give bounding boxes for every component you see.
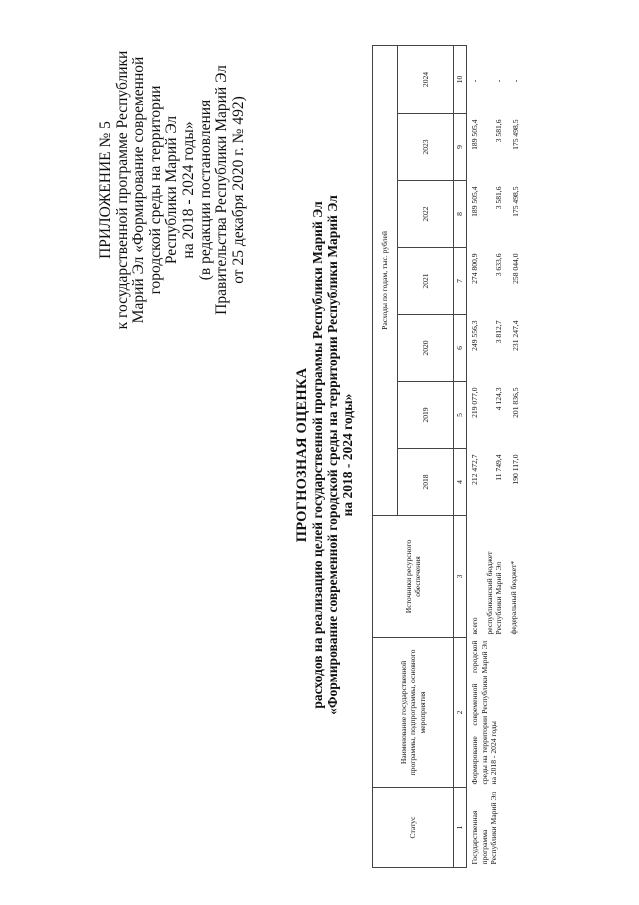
year-values [467, 382, 528, 449]
header-status: Статус [373, 788, 454, 868]
appendix-line: к государственной программе Республики [113, 50, 131, 330]
amount: - [511, 79, 520, 83]
column-number: 4 [454, 449, 467, 516]
source-label: всего [470, 617, 479, 635]
amount: 219 077,0 [470, 387, 479, 418]
header-year: 2019 [398, 382, 454, 449]
year-values [467, 181, 528, 248]
row-sources [467, 516, 528, 638]
appendix-line: городской среды на территории [146, 85, 164, 295]
amount: 11 749,4 [493, 454, 503, 481]
year-values [467, 45, 528, 113]
amount: 3 581,6 [493, 186, 503, 210]
heading-line: на 2018 - 2024 годы» [340, 393, 355, 517]
source-label: федеральный бюджет* [508, 560, 518, 635]
row-status: Государственная программа Республики Марий Эл [470, 791, 498, 865]
heading-title: ПРОГНОЗНАЯ ОЦЕНКА [294, 367, 310, 543]
appendix-block [98, 40, 247, 340]
amount: 249 556,3 [470, 320, 479, 351]
column-number: 6 [454, 315, 467, 382]
column-number: 7 [454, 248, 467, 315]
appendix-line: Правительства Республики Марий Эл [213, 65, 231, 315]
table-row [467, 45, 528, 867]
document-heading [295, 155, 355, 755]
amount: 189 505,4 [470, 186, 479, 217]
header-sources: Источники ресурсного обеспечения [373, 516, 454, 638]
amount: 189 505,4 [470, 119, 479, 150]
amount: 190 117,0 [511, 454, 520, 485]
column-number: 8 [454, 181, 467, 248]
column-number: 10 [454, 45, 467, 113]
row-name: Формирование современной городской среды на территории Республики Марий Эл на 2018 - 2024 годы [470, 640, 498, 785]
amount: 3 812,7 [493, 320, 503, 344]
appendix-line: (в редакции постановления [196, 99, 214, 281]
column-number: 1 [454, 788, 467, 868]
amount: 175 498,5 [511, 119, 520, 150]
appendix-line: от 25 декабря 2020 г. № 492) [229, 96, 247, 284]
column-number-row [454, 45, 467, 867]
year-values [467, 449, 528, 516]
amount: 3 581,6 [493, 119, 503, 143]
amount: 231 247,4 [511, 320, 520, 351]
header-year: 2018 [398, 449, 454, 516]
heading-line: расходов на реализацию целей государственной программы Республики Марий Эл [310, 201, 325, 709]
header-year: 2023 [398, 114, 454, 181]
amount: 175 498,5 [511, 186, 520, 217]
appendix-line: ПРИЛОЖЕНИЕ № 5 [97, 121, 114, 259]
amount: 258 044,0 [511, 253, 520, 284]
expense-table-wrapper [372, 46, 528, 868]
column-number: 2 [454, 638, 467, 788]
header-expenses: Расходы по годам, тыс. рублей [373, 45, 398, 515]
header-year: 2024 [398, 45, 454, 113]
amount: 212 472,7 [470, 454, 479, 485]
amount: 3 633,6 [493, 253, 503, 277]
amount: 4 124,3 [493, 387, 503, 411]
amount: 201 836,5 [511, 387, 520, 418]
column-number: 5 [454, 382, 467, 449]
year-values [467, 315, 528, 382]
heading-line: «Формирование современной городской среды на территории Республики Марий Эл [325, 195, 340, 715]
amount: - [470, 79, 479, 83]
column-number: 3 [454, 516, 467, 638]
header-year: 2022 [398, 181, 454, 248]
appendix-line: Марий Эл «Формирование современной [130, 56, 148, 324]
header-year: 2021 [398, 248, 454, 315]
expense-table [372, 45, 528, 868]
header-name: Наименование государственной программы, подпрограммы, основного мероприятия [373, 638, 454, 788]
appendix-line: Республики Марий Эл [163, 115, 181, 265]
amount: 274 800,9 [470, 253, 479, 284]
year-values [467, 114, 528, 181]
year-values [467, 248, 528, 315]
header-year: 2020 [398, 315, 454, 382]
appendix-line: на 2018 - 2024 годы» [179, 121, 197, 259]
amount: - [493, 79, 503, 83]
column-number: 9 [454, 114, 467, 181]
source-label: республиканский бюджет Республики Марий Эл [484, 551, 503, 635]
